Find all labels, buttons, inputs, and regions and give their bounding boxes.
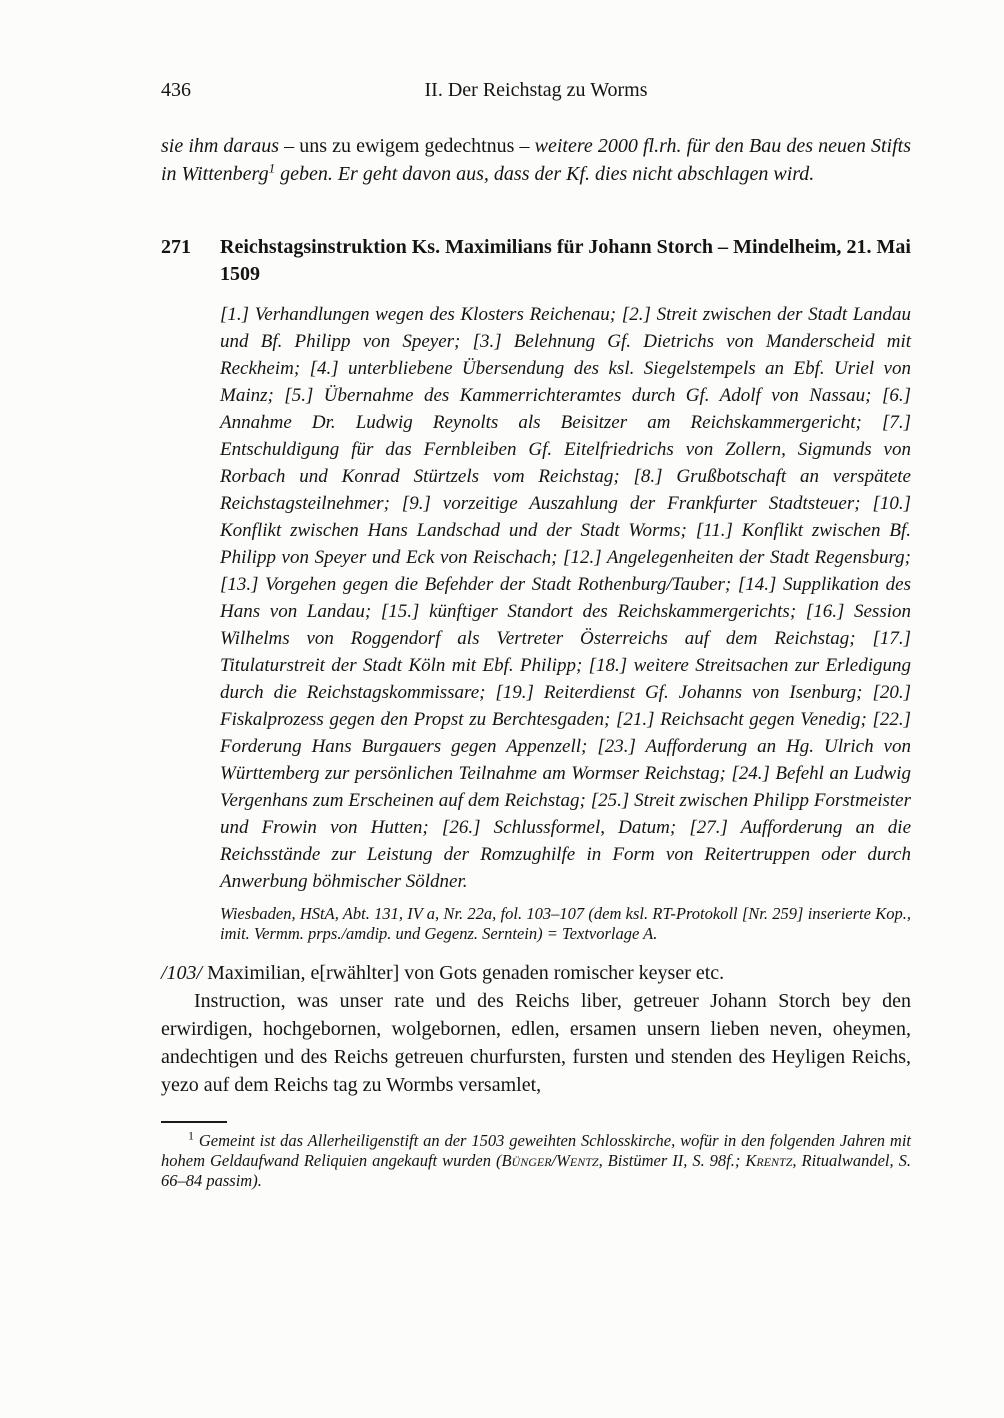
footnote-text-2: , Bistümer II, S. 98f.;	[598, 1151, 746, 1170]
folio-marker: /103/	[161, 962, 203, 984]
footnote-ref-1: 1	[268, 160, 276, 176]
entry-number: 271	[161, 236, 191, 258]
continuation-tail: geben. Er geht davon aus, dass der Kf. dies nicht abschlagen wird.	[275, 163, 815, 185]
continuation-paragraph	[161, 132, 911, 188]
entry-title: Reichstagsinstruktion Ks. Maximilians für Johann Storch – Mindelheim, 21. Mai 1509	[220, 236, 911, 285]
body-paragraph-opening	[161, 959, 911, 987]
entry-heading-row	[161, 234, 911, 288]
continuation-lead: sie ihm daraus –	[161, 135, 300, 157]
author-wentz: Wentz	[556, 1151, 599, 1170]
entry-regest: [1.] Verhandlungen wegen des Klosters Reichenau; [2.] Streit zwischen der Stadt Landau und Bf. Philipp von Speyer; [3.] Belehnung Gf. Dietrichs von Manderscheid mit Reckheim; [4.] unterbliebene Übersendung des ksl. Siegelstempels an Ebf. Uriel von Mainz; [5.] Übernahme des Kammerrichteramtes durch Gf. Adolf von Nassau; [6.] Annahme Dr. Ludwig Reynolts als Beisitzer am Reichskammergericht; [7.] Entschuldigung für das Fernbleiben Gf. Eitelfriedrichs von Zollern, Sigmunds von Rorbach und Konrad Stürtzels vom Reichstag; [8.] Grußbotschaft an verspätete Reichstagsteilnehmer; [9.] vorzeitige Auszahlung der Frankfurter Stadtsteuer; [10.] Konflikt zwischen Hans Landschad und der Stadt Worms; [11.] Konflikt zwischen Bf. Philipp von Speyer und Eck von Reischach; [12.] Angelegenheiten der Stadt Regensburg; [13.] Vorgehen gegen die Befehder der Stadt Rothenburg/Tauber; [14.] Supplikation des Hans von Landau; [15.] künftiger Standort des Reichskammergerichts; [16.] Session Wilhelms von Roggendorf als Vertreter Österreichs auf dem Reichstag; [17.] Titulaturstreit der Stadt Köln mit Ebf. Philipp; [18.] weitere Streitsachen zur Erledigung durch die Reichstagskommissare; [19.] Reiterdienst Gf. Johanns von Isenburg; [20.] Fiskalprozess gegen den Propst zu Berchtesgaden; [21.] Reichsacht gegen Venedig; [22.] Forderung Hans Burgauers gegen Appenzell; [23.] Aufforderung an Hg. Ulrich von Württemberg zur persönlichen Teilnahme am Wormser Reichstag; [24.] Befehl an Ludwig Vergenhans zum Erscheinen auf dem Reichstag; [25.] Streit zwischen Philipp Forstmeister und Frowin von Hutten; [26.] Schlussformel, Datum; [27.] Aufforderung an die Reichsstände zur Leistung der Romzughilfe in Form von Reitertruppen oder durch Anwerbung böhmischer Söldner.	[220, 304, 911, 892]
author-buenger: Bünger	[501, 1151, 552, 1170]
body-paragraph-instruction: Instruction, was unser rate und des Reichs liber, getreuer Johann Storch bey den erwirdigen, hochgebornen, wolgebornen, edlen, ersamen unsern lieben neven, oheymen, andechtigen und des Reichs getreuen churfursten, fursten und stenden des Heyligen Reichs, yezo auf dem Reichs tag zu Wormbs versamlet,	[161, 990, 911, 1096]
footnote-area	[161, 1121, 911, 1191]
author-krentz: Krentz	[745, 1151, 793, 1170]
continuation-mid: – weitere 2000 fl.rh. für den Bau des neuen Stifts in Wittenberg	[161, 135, 911, 185]
entry-source-note: Wiesbaden, HStA, Abt. 131, IV a, Nr. 22a, fol. 103–107 (dem ksl. RT-Protokoll [Nr. 259] inserierte Kop., imit. Vermm. prps./amdip. und Gegenz. Serntein) = Textvorlage A.	[220, 904, 911, 943]
footnote-text-3: , Ritualwandel, S. 66–84 passim).	[161, 1151, 911, 1190]
footnote-text-1: Gemeint ist das Allerheiligenstift an der 1503 geweihten Schlosskirche, wofür in den folgenden Jahren mit hohem Geldaufwand Reliquien angekauft wurden (	[161, 1131, 911, 1170]
quoted-phrase: uns zu ewigem gedechtnus	[299, 135, 515, 157]
footnote-sep: /	[551, 1151, 557, 1170]
opening-line: Maximilian, e[rwählter] von Gots genaden romischer keyser etc.	[202, 962, 725, 984]
footnote-marker: 1	[188, 1128, 194, 1143]
running-title: II. Der Reichstag zu Worms	[424, 79, 648, 101]
footnote-1	[161, 1128, 911, 1191]
entry-271	[161, 234, 911, 1099]
page-header	[161, 78, 911, 106]
page-number: 436	[161, 79, 191, 101]
footnote-divider	[161, 1121, 227, 1123]
